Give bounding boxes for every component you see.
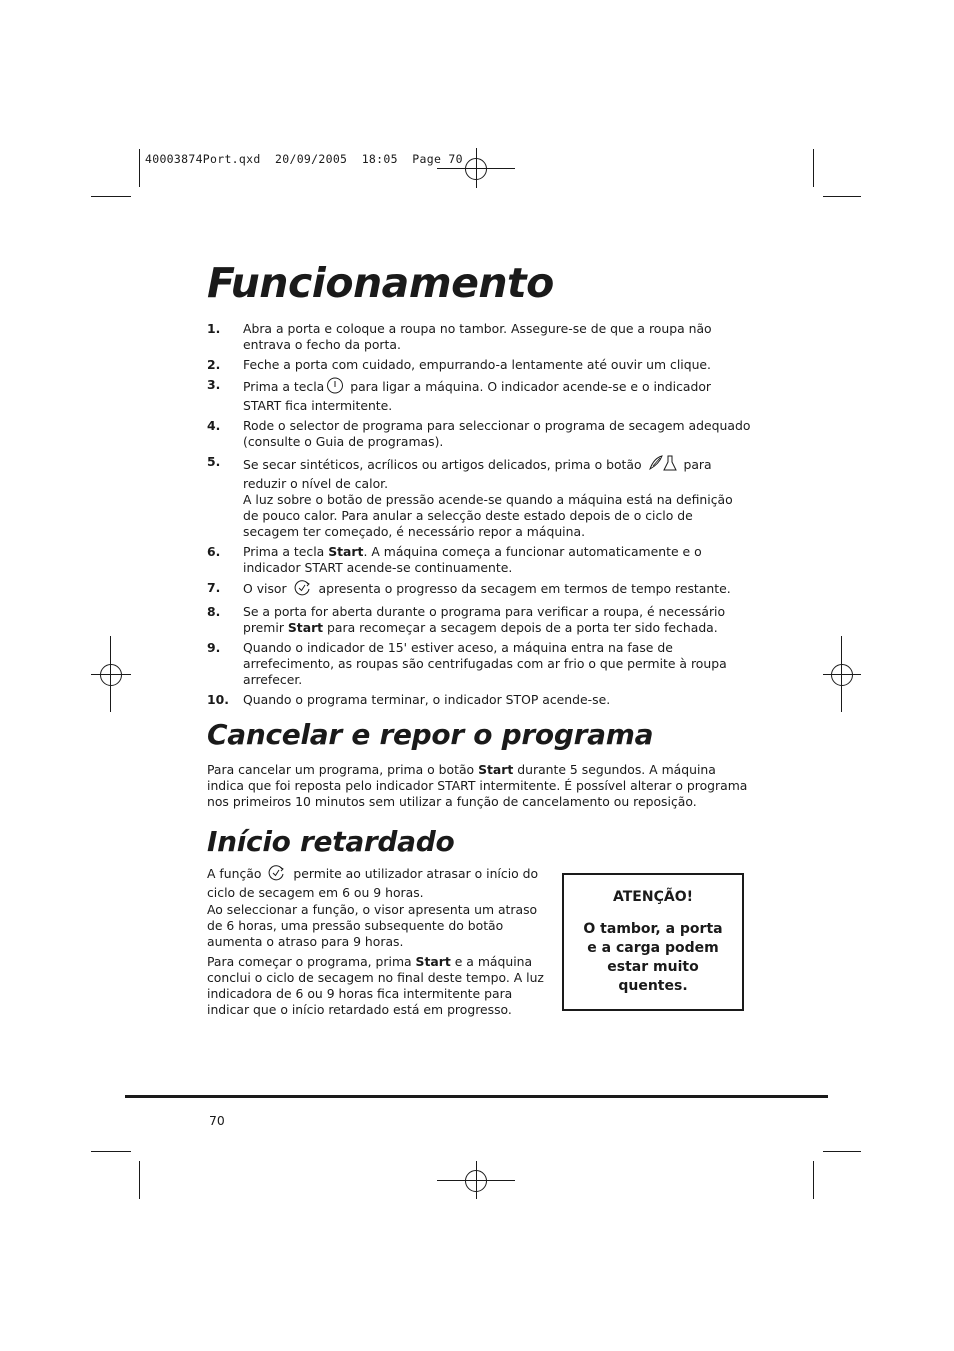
step-number: 7. xyxy=(207,580,221,595)
delay-paragraph-2: Ao seleccionar a função, o visor apresenta um atraso de 6 horas, uma pressão subsequente do botão aumenta o atraso para 9 horas. xyxy=(207,902,538,949)
step-number: 2. xyxy=(207,357,221,372)
crop-mark xyxy=(823,1151,861,1152)
step-number: 10. xyxy=(207,692,229,707)
text-part: permite ao utilizador atrasar o início do ciclo de secagem em 6 ou 9 horas. xyxy=(207,866,539,900)
step-number: 8. xyxy=(207,604,221,619)
page-number: 70 xyxy=(209,1113,225,1128)
step-text-part: para ligar a máquina. O indicador acende-se e o indicador START fica intermitente. xyxy=(243,379,712,413)
step-number: 1. xyxy=(207,321,221,336)
list-item xyxy=(207,321,752,353)
list-item xyxy=(207,604,752,636)
delay-paragraph-1 xyxy=(207,865,547,901)
step-text-part: Se a porta for aberta durante o programa para verificar a roupa, é necessário premir xyxy=(243,604,726,635)
step-text-part: Prima a tecla xyxy=(243,379,325,394)
step-text-part: apresenta o progresso da secagem em termos de tempo restante. xyxy=(314,581,731,596)
step-text xyxy=(243,454,752,540)
crop-mark xyxy=(813,1161,814,1199)
text-part: e a máquina conclui o ciclo de secagem no final deste tempo. A luz indicadora de 6 ou 9 horas fica intermitente para indicar que o início retardado está em progresso. xyxy=(207,954,544,1017)
warning-text: O tambor, a porta e a carga podem estar muito quentes. xyxy=(583,921,723,994)
delicate-fabric-icon xyxy=(648,454,678,476)
step-text-part: para reduzir o nível de calor. xyxy=(243,457,712,491)
section-heading-cancel: Cancelar e repor o programa xyxy=(207,718,654,751)
timer-icon xyxy=(267,865,287,885)
power-icon xyxy=(326,377,344,398)
step-number: 3. xyxy=(207,377,221,392)
list-item xyxy=(207,544,752,576)
step-number: 9. xyxy=(207,640,221,655)
list-item xyxy=(207,377,752,414)
step-number: 4. xyxy=(207,418,221,433)
step-number: 5. xyxy=(207,454,221,469)
text-bold: Start xyxy=(478,762,514,777)
list-item xyxy=(207,692,752,708)
footer-rule xyxy=(125,1095,828,1098)
list-item xyxy=(207,454,752,540)
page-title: Funcionamento xyxy=(207,259,554,307)
step-text-part: Se secar sintéticos, acrílicos ou artigos delicados, prima o botão xyxy=(243,457,642,472)
step-number: 6. xyxy=(207,544,221,559)
warning-box xyxy=(562,873,744,1011)
step-text: Abra a porta e coloque a roupa no tambor. Assegure-se de que a roupa não entrava o fecho da porta. xyxy=(243,321,712,352)
file-slug: 40003874Port.qxd 20/09/2005 18:05 Page 70 xyxy=(145,152,463,166)
section-heading-delay: Início retardado xyxy=(207,825,455,858)
step-text-bold: Start xyxy=(287,620,324,635)
text-part: durante 5 segundos. A máquina indica que foi reposta pelo indicador START intermitente. É possível alterar o programa nos primeiros 10 minutos sem utilizar a função de cancelamento ou reposição. xyxy=(207,762,748,809)
text-part: A função xyxy=(207,866,262,881)
list-item xyxy=(207,357,752,373)
step-text xyxy=(243,377,752,414)
list-item xyxy=(207,418,752,450)
text-bold: Start xyxy=(415,954,451,969)
step-text-part: Prima a tecla xyxy=(243,544,329,559)
step-text xyxy=(243,544,752,576)
crop-mark xyxy=(139,1161,140,1199)
timer-icon xyxy=(293,580,313,600)
list-item xyxy=(207,580,752,600)
steps-list xyxy=(207,321,752,712)
text-part: Para começar o programa, prima xyxy=(207,954,416,969)
crop-mark xyxy=(91,196,131,197)
step-text: Rode o selector de programa para seleccionar o programa de secagem adequado (consulte o Guia de programas). xyxy=(243,418,751,449)
step-text: Quando o programa terminar, o indicador STOP acende-se. xyxy=(243,692,611,707)
cancel-paragraph xyxy=(207,762,752,810)
step-text: Quando o indicador de 15' estiver aceso, a máquina entra na fase de arrefecimento, as roupas são centrifugadas com ar frio o que permite à roupa arrefecer. xyxy=(243,640,727,687)
step-text: Feche a porta com cuidado, empurrando-a lentamente até ouvir um clique. xyxy=(243,357,711,372)
step-text-part: para recomeçar a secagem depois de a porta ter sido fechada. xyxy=(323,620,718,635)
step-text-part: O visor xyxy=(243,581,287,596)
crop-mark xyxy=(813,149,814,187)
step-text-part: . A máquina começa a funcionar automaticamente e o indicador START acende-se continuamente. xyxy=(243,544,702,575)
crop-mark xyxy=(139,149,140,187)
warning-heading: ATENÇÃO! xyxy=(613,889,693,905)
step-text xyxy=(243,604,752,636)
step-text-bold: Start xyxy=(328,544,364,559)
text-part: Para cancelar um programa, prima o botão xyxy=(207,762,479,777)
crop-mark xyxy=(823,196,861,197)
step-text-part: A luz sobre o botão de pressão acende-se quando a máquina está na definição de pouco calor. Para anular a selecção deste estado depois de o ciclo de secagem ter começado, é necessário repor a máquina. xyxy=(243,492,733,539)
delay-paragraph-3 xyxy=(207,954,547,1018)
step-text xyxy=(243,580,752,600)
crop-mark xyxy=(91,1151,131,1152)
list-item xyxy=(207,640,752,688)
